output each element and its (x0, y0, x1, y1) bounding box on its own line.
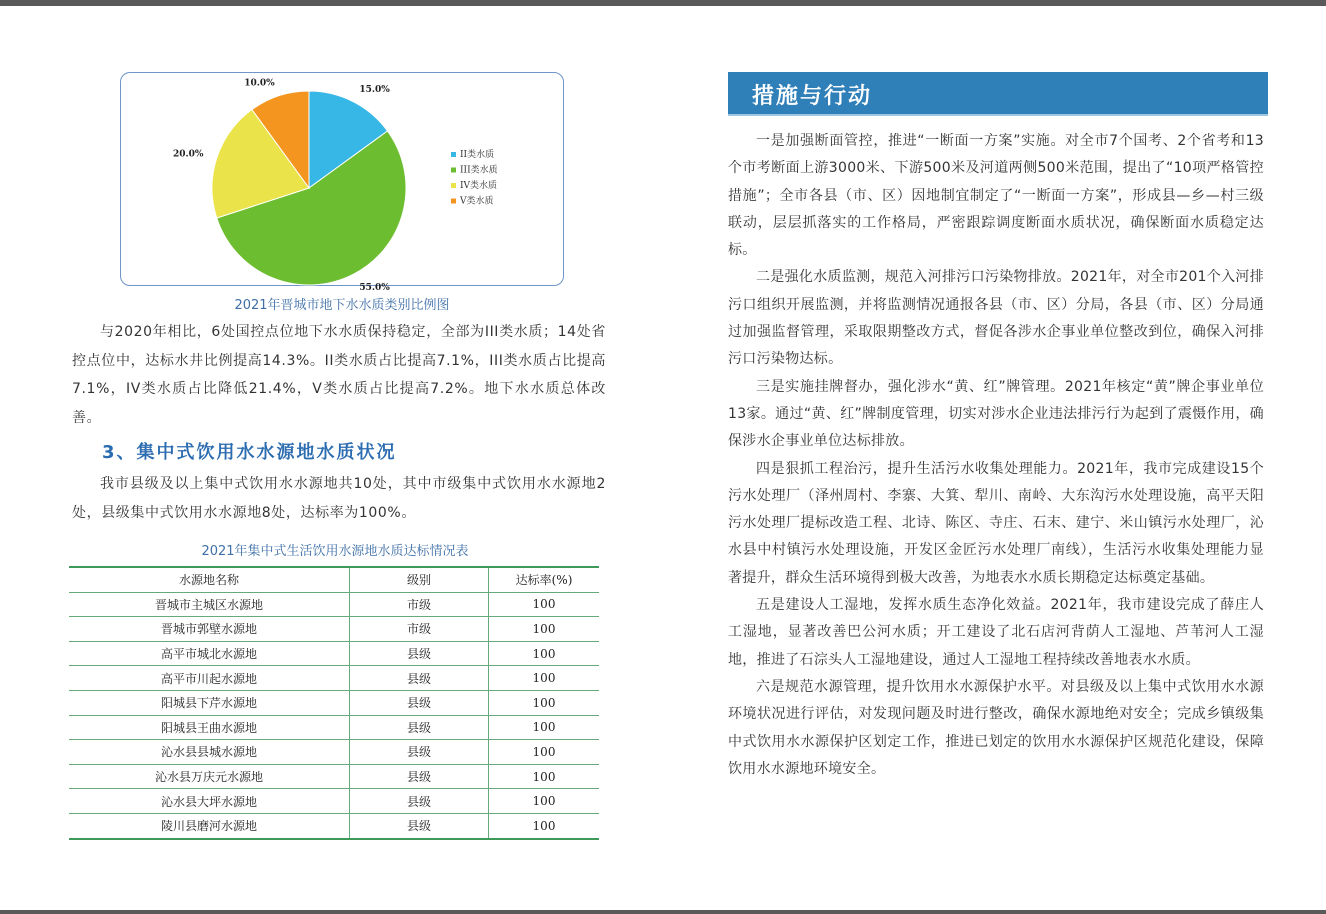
cell-rate: 100 (489, 789, 600, 814)
cell-rate: 100 (489, 641, 600, 666)
banner-title: 措施与行动 (752, 83, 873, 109)
cell-rate: 100 (489, 690, 600, 715)
cell-name: 高平市川起水源地 (69, 666, 350, 691)
cell-name: 晋城市主城区水源地 (69, 592, 350, 617)
pie-data-label: 15.0% (359, 85, 390, 96)
pie-data-label: 10.0% (244, 78, 275, 89)
groundwater-paragraph: 与2020年相比，6处国控点位地下水水质保持稳定，全部为III类水质；14处省控点位中，达标水井比例提高14.3%。II类水质占比提高7.1%，III类水质占比提高7.1%，IV类水质占比降低21.4%，V类水质占比提高7.2%。地下水水质总体改善。 (72, 324, 606, 426)
cell-level: 县级 (350, 740, 489, 765)
table-row (69, 813, 599, 838)
cell-name: 高平市城北水源地 (69, 641, 350, 666)
cell-level: 县级 (350, 764, 489, 789)
table-row (69, 666, 599, 691)
pie-data-label: 20.0% (172, 149, 204, 160)
cell-level: 市级 (350, 617, 489, 642)
drinking-water-paragraph: 我市县级及以上集中式饮用水水源地共10处，其中市级集中式饮用水水源地2处，县级集中式饮用水水源地8处，达标率为100%。 (72, 476, 606, 521)
cell-level: 县级 (350, 813, 489, 838)
cell-name: 沁水县县城水源地 (69, 740, 350, 765)
legend-swatch (451, 199, 456, 204)
table-row (69, 617, 599, 642)
water-source-table (69, 566, 599, 840)
cell-rate: 100 (489, 764, 600, 789)
table-row (69, 690, 599, 715)
cell-rate: 100 (489, 666, 600, 691)
cell-level: 县级 (350, 690, 489, 715)
cell-level: 市级 (350, 592, 489, 617)
bottom-border-bar (0, 910, 1326, 914)
col-header-name: 水源地名称 (69, 567, 350, 592)
table-row (69, 592, 599, 617)
table-header-row (69, 567, 599, 592)
cell-name: 陵川县磨河水源地 (69, 813, 350, 838)
legend-label: II类水质 (460, 150, 495, 160)
section-banner (728, 72, 1268, 116)
legend-swatch (451, 168, 456, 173)
measure-paragraph: 四是狠抓工程治污，提升生活污水收集处理能力。2021年，我市完成建设15个污水处理厂（泽州周村、李寨、大箕、犁川、南岭、大东沟污水处理设施，高平天阳污水处理厂提标改造工程、北诗、陈区、寺庄、石末、建宁、米山镇污水处理厂，沁水县中村镇污水处理设施，开发区金匠污水处理厂南线），生活污水收集处理能力显著提升，群众生活环境得到极大改善，为地表水水质长期稳定达标奠定基础。 (728, 460, 1264, 586)
legend-label: V类水质 (460, 196, 494, 207)
pie-chart (121, 73, 565, 293)
col-header-rate: 达标率(%) (489, 567, 600, 592)
top-border-bar (0, 0, 1326, 6)
legend-label: III类水质 (460, 165, 498, 176)
cell-rate: 100 (489, 813, 600, 838)
measure-paragraph: 六是规范水源管理，提升饮用水水源保护水平。对县级及以上集中式饮用水水源环境状况进行评估，对发现问题及时进行整改，确保水源地绝对安全；完成乡镇级集中式饮用水水源保护区划定工作，推进已划定的饮用水水源保护区规范化建设，保障饮用水水源地环境安全。 (728, 678, 1264, 777)
col-header-level: 级别 (350, 567, 489, 592)
legend-swatch (451, 152, 456, 157)
table-row (69, 715, 599, 740)
table-caption: 2021年集中式生活饮用水源地水质达标情况表 (201, 544, 469, 559)
cell-level: 县级 (350, 666, 489, 691)
table-row (69, 764, 599, 789)
table-row (69, 641, 599, 666)
cell-rate: 100 (489, 592, 600, 617)
measure-paragraph: 三是实施挂牌督办，强化涉水“黄、红”牌管理。2021年核定“黄”牌企事业单位13家。通过“黄、红”牌制度管理，切实对涉水企业违法排污行为起到了震慑作用，确保涉水企事业单位达标排放。 (728, 378, 1264, 450)
cell-level: 县级 (350, 789, 489, 814)
cell-name: 晋城市郭壁水源地 (69, 617, 350, 642)
table-row (69, 740, 599, 765)
cell-name: 沁水县大坪水源地 (69, 789, 350, 814)
pie-data-label: 55.0% (359, 282, 390, 293)
cell-level: 县级 (350, 715, 489, 740)
legend-swatch (451, 183, 456, 188)
legend-label: IV类水质 (460, 181, 498, 191)
measure-paragraph: 二是强化水质监测，规范入河排污口污染物排放。2021年，对全市201个入河排污口组织开展监测，并将监测情况通报各县（市、区）分局，各县（市、区）分局通过加强监督管理，采取限期整改方式，督促各涉水企事业单位整改到位，确保入河排污口污染物达标。 (728, 269, 1264, 368)
cell-name: 阳城县下芹水源地 (69, 690, 350, 715)
cell-name: 阳城县王曲水源地 (69, 715, 350, 740)
chart-caption: 2021年晋城市地下水水质类别比例图 (234, 298, 450, 313)
table-row (69, 789, 599, 814)
measure-paragraph: 一是加强断面管控，推进“一断面一方案”实施。对全市7个国考、2个省考和13个市考断面上游3000米、下游500米及河道两侧500米范围，提出了“10项严格管控措施”；全市各县（市、区）因地制宜制定了“一断面一方案”，形成县—乡—村三级联动，层层抓落实的工作格局，严密跟踪调度断面水质状况，确保断面水质稳定达标。 (728, 133, 1264, 259)
section-heading: 3、集中式饮用水水源地水质状况 (102, 442, 397, 463)
cell-rate: 100 (489, 740, 600, 765)
pie-chart-frame (120, 72, 564, 293)
cell-rate: 100 (489, 617, 600, 642)
measures-text-column (728, 128, 1264, 783)
cell-name: 沁水县万庆元水源地 (69, 764, 350, 789)
measure-paragraph: 五是建设人工湿地，发挥水质生态净化效益。2021年，我市建设完成了薛庄人工湿地，显著改善巴公河水质；开工建设了北石店河背荫人工湿地、芦苇河人工湿地，推进了石淙头人工湿地建设，通过人工湿地工程持续改善地表水水质。 (728, 597, 1264, 668)
cell-level: 县级 (350, 641, 489, 666)
cell-rate: 100 (489, 715, 600, 740)
